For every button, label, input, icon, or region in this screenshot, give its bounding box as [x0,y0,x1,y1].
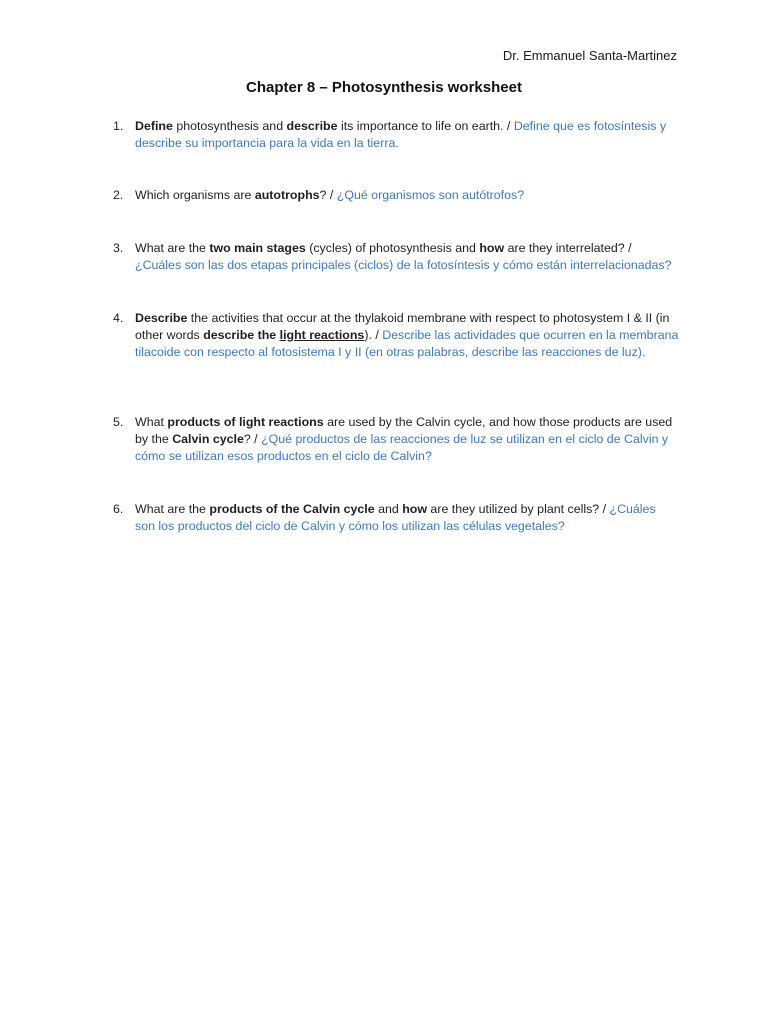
question-text-segment: ? / [319,188,337,202]
spanish-translation: ¿Qué organismos son autótrofos? [336,188,525,202]
question-number: 6. [113,502,124,516]
emphasis-text: how [402,502,427,516]
spanish-translation: Describe las actividades que ocurren en la membrana tilacoide con respecto al fotosistema I y II (en otras palabras, describe las reacciones de luz). [135,328,679,360]
question-text-segment: its importance to life on earth. / [337,119,514,133]
emphasis-text: products of light reactions [167,415,324,429]
question-text-segment: ). / [364,328,383,343]
question-text-segment: What are the [135,241,210,255]
emphasis-text: describe [286,119,338,133]
question-number: 2. [113,188,124,202]
question-text-segment: (cycles) of photosynthesis and [305,241,480,255]
question-text-segment: ? / [243,432,262,447]
question-text [135,501,679,535]
question-5 [113,414,679,466]
spanish-translation: ¿Qué productos de las reacciones de luz se utilizan en el ciclo de Calvin y cómo se utilizan esos productos en el ciclo de Calvin? [135,432,669,464]
question-text-segment: What are the [135,502,210,516]
question-text-segment: Which organisms are [135,188,255,202]
emphasis-text: Define [135,119,173,133]
question-text-segment: What [135,415,168,429]
question-3 [113,240,679,274]
underlined-emphasis-text: light reactions [279,328,365,343]
question-text-segment: the activities that occur at the thylakoid membrane with respect to photosystem I & II (in other words [135,311,670,343]
question-1 [113,118,679,152]
author-name: Dr. Emmanuel Santa-Martinez [502,48,677,63]
question-text-segment: are they interrelated? / [504,241,632,255]
emphasis-text: Calvin cycle [172,432,244,447]
emphasis-text: autotrophs [254,188,320,202]
emphasis-text: products of the Calvin cycle [209,502,375,516]
emphasis-text: two main stages [209,241,306,255]
question-text [135,310,679,362]
question-number: 3. [113,241,124,255]
question-2 [113,187,679,204]
question-number: 1. [113,119,124,133]
spanish-translation: ¿Cuáles son los productos del ciclo de Calvin y cómo los utilizan las células vegetales? [135,502,656,534]
emphasis-text: Describe [135,311,188,325]
emphasis-text: how [479,241,505,255]
question-text [135,187,679,204]
question-4 [113,310,679,362]
question-text-segment: photosynthesis and [172,119,287,133]
page-title: Chapter 8 – Photosynthesis worksheet [246,79,522,96]
question-text-segment: are used by the Calvin cycle, and how those products are used by the [135,415,673,447]
spanish-translation: Define que es fotosíntesis y describe su importancia para la vida en la tierra. [135,119,667,151]
question-6 [113,501,679,535]
spanish-translation: ¿Cuáles son las dos etapas principales (ciclos) de la fotosíntesis y cómo están interrelacionadas? [135,258,672,273]
question-number: 4. [113,311,124,325]
question-text-segment: are they utilized by plant cells? / [426,502,610,516]
emphasis-text: describe the [203,328,280,343]
question-text [135,414,679,466]
question-number: 5. [113,415,124,429]
question-text [135,240,679,274]
question-text-segment: and [374,502,403,516]
question-text [135,118,679,152]
